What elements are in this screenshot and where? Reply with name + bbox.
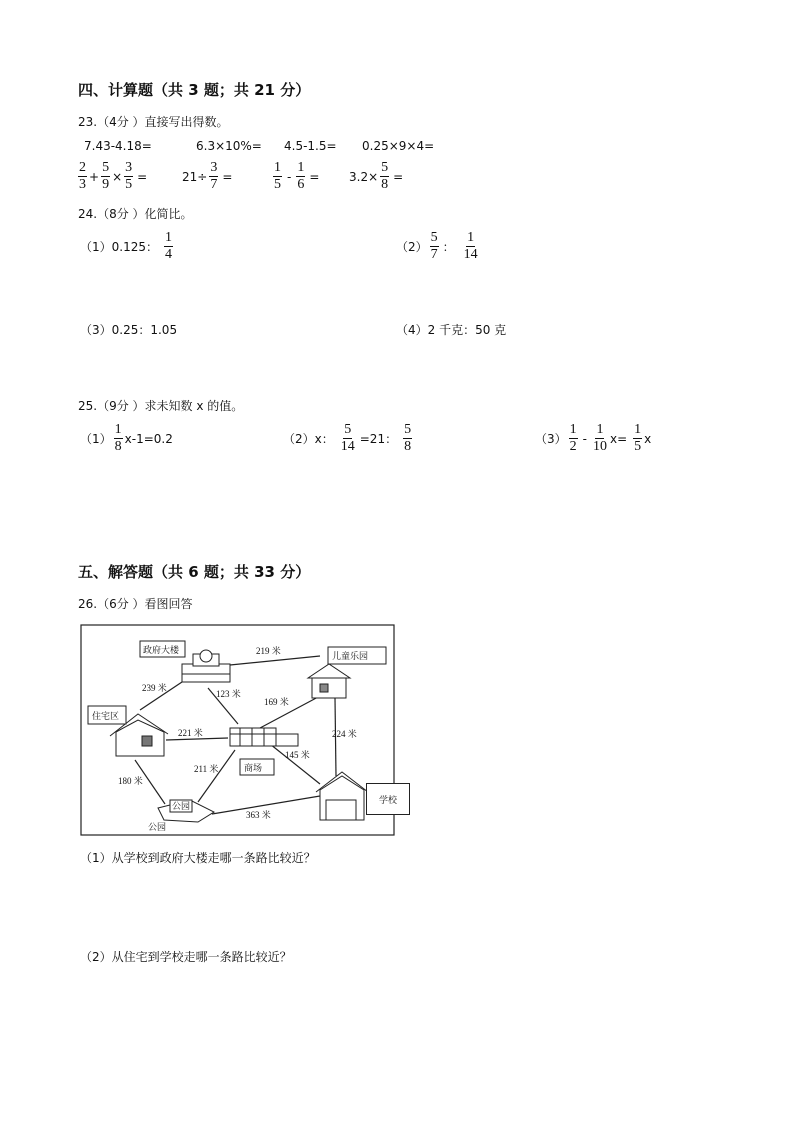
distance-center-market: 211 米: [194, 764, 219, 774]
fraction: $\frac{5}{7}$: [430, 230, 438, 262]
q24-part-1: （1）0.125： $\frac{1}{4}$: [80, 230, 172, 262]
q23-item-8: 3.2× $\frac{5}{8}$ =: [349, 160, 404, 192]
label-gov-building: 政府大楼: [143, 645, 180, 655]
q24-title: 24.（8分 ）化简比。: [78, 207, 193, 221]
q26-title: 26.（6分 ）看图回答: [78, 597, 193, 611]
q25-title: 25.（9分 ）求未知数 x 的值。: [78, 399, 244, 413]
q23-item-6: 21÷ $\frac{3}{7}$ =: [182, 160, 233, 192]
distance-gov-residence: 239 米: [142, 683, 167, 693]
fraction: $\frac{5}{9}$: [102, 160, 110, 192]
q23-item-7: $\frac{1}{5}$ - $\frac{1}{6}$ =: [274, 160, 320, 192]
fraction: $\frac{1}{14}$: [463, 230, 478, 262]
distance-kids-school: 224 米: [332, 729, 357, 739]
q23-title: 23.（4分 ）直接写出得数。: [78, 115, 229, 129]
section-4-title: 四、计算题（共 3 题；共 21 分）: [78, 81, 311, 99]
distance-park-school: 363 米: [246, 810, 271, 820]
q24-part-2: （2） $\frac{5}{7}$ ： $\frac{1}{14}$: [396, 230, 478, 262]
fraction: $\frac{1}{6}$: [297, 160, 305, 192]
distance-residence-center: 221 米: [178, 728, 203, 738]
distance-residence-park: 180 米: [118, 776, 143, 786]
q23-item-4: 0.25×9×4=: [362, 139, 435, 153]
q26-sub-2: （2）从住宅到学校走哪一条路比较近？: [80, 950, 292, 964]
fraction: $\frac{3}{5}$: [125, 160, 133, 192]
fraction: $\frac{2}{3}$: [79, 160, 86, 192]
label-school: 学校: [366, 783, 410, 815]
q23-item-2: 6.3×10%=: [196, 139, 262, 153]
distance-center-school: 145 米: [285, 750, 310, 760]
q23-item-3: 4.5-1.5=: [284, 139, 337, 153]
fraction: $\frac{3}{7}$: [210, 160, 218, 192]
label-park: 公园: [148, 822, 167, 832]
q24-part-3: （3）0.25：1.05: [80, 323, 178, 337]
route-map: [80, 624, 396, 837]
fraction: $\frac{1}{10}$: [592, 422, 607, 454]
distance-gov-center: 123 米: [216, 689, 241, 699]
q25-part-2: （2）x： $\frac{5}{14}$ =21： $\frac{5}{8}$: [283, 422, 412, 454]
label-market: 商场: [244, 763, 263, 773]
fraction: $\frac{5}{8}$: [381, 160, 389, 192]
distance-center-kids: 169 米: [264, 697, 289, 707]
fraction: $\frac{5}{8}$: [404, 422, 412, 454]
q25-part-1: （1） $\frac{1}{8}$ x-1=0.2: [80, 422, 173, 454]
label-park-box: 公园: [172, 801, 191, 811]
label-residence: 住宅区: [92, 711, 120, 721]
fraction: $\frac{1}{5}$: [634, 422, 642, 454]
q24-part-4: （4）2 千克：50 克: [396, 323, 507, 337]
label-kids-park: 儿童乐园: [332, 651, 369, 661]
q26-sub-1: （1）从学校到政府大楼走哪一条路比较近？: [80, 851, 316, 865]
section-5-title: 五、解答题（共 6 题；共 33 分）: [78, 563, 311, 581]
q23-item-5: $\frac{2}{3}$ + $\frac{5}{9}$ × $\frac{3}{5}$ =: [79, 160, 148, 192]
fraction: $\frac{1}{4}$: [165, 230, 172, 262]
distance-gov-kids: 219 米: [256, 646, 281, 656]
q25-part-3: （3） $\frac{1}{2}$ - $\frac{1}{10}$ x= $\frac{1}{5}$ x: [535, 422, 652, 454]
fraction: $\frac{5}{14}$: [340, 422, 355, 454]
fraction: $\frac{1}{5}$: [274, 160, 281, 192]
fraction: $\frac{1}{2}$: [569, 422, 577, 454]
q23-item-1: 7.43-4.18=: [84, 139, 152, 153]
fraction: $\frac{1}{8}$: [114, 422, 122, 454]
